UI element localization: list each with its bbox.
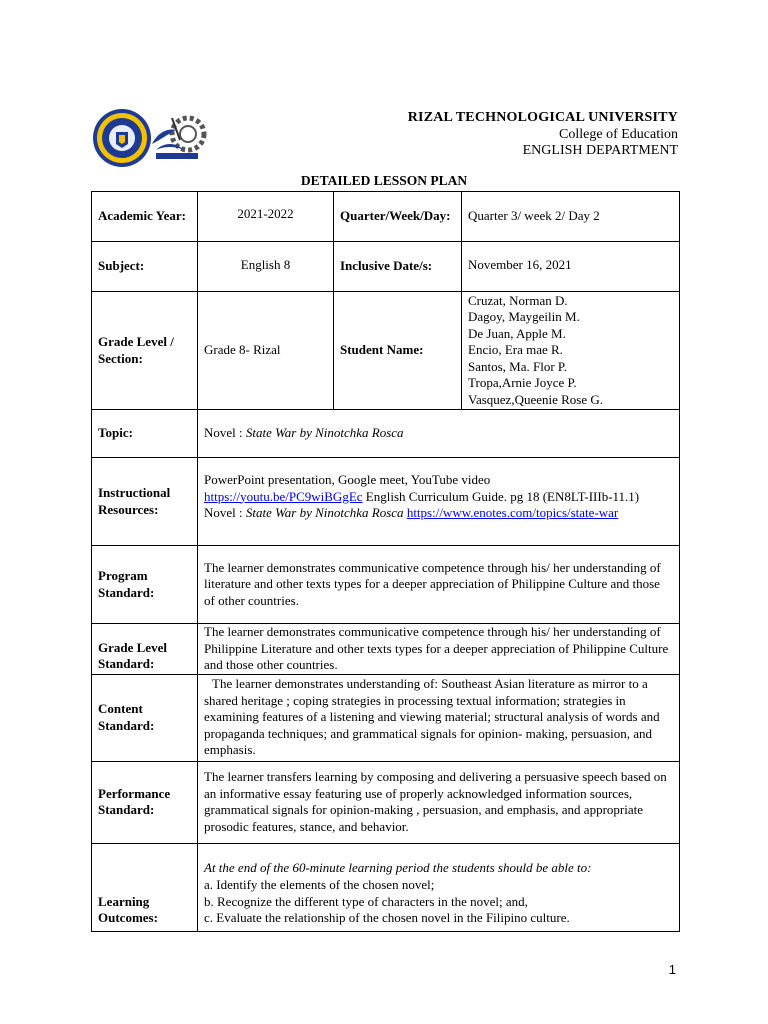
grade-level-standard-row xyxy=(92,624,680,675)
instructional-resources-row xyxy=(92,458,680,546)
grade-level-standard-text: The learner demonstrates communicative competence through his/ her understanding of Philippine Literature and other texts types for a deeper appreciation of Philippine Culture and those other countries. xyxy=(198,624,680,675)
curriculum-guide-text: English Curriculum Guide. pg 18 (EN8LT-IIIb-11.1) xyxy=(362,488,640,504)
student-name: Cruzat, Norman D. xyxy=(468,292,568,308)
grade-level-standard-label: Grade Level Standard: xyxy=(92,624,198,675)
outcome-item: b. Recognize the different type of characters in the novel; and, xyxy=(204,893,528,909)
content-standard-row xyxy=(92,674,680,761)
student-name: Encio, Era mae R. xyxy=(468,342,563,358)
grade-section-label: Grade Level / Section: xyxy=(92,292,198,410)
youtube-link[interactable]: https://youtu.be/PC9wiBGgEc xyxy=(204,488,363,504)
academic-year-label: Academic Year: xyxy=(92,192,198,242)
instructional-resources-value xyxy=(198,458,680,546)
quarter-week-day-label: Quarter/Week/Day: xyxy=(334,192,462,242)
program-standard-text: The learner demonstrates communicative competence through his/ her understanding of literature and other texts types for a deeper appreciation of Philippine Culture and those of other countries. xyxy=(198,546,680,624)
instructional-resources-label: Instructional Resources: xyxy=(92,458,198,546)
outcomes-intro: At the end of the 60-minute learning period the students should be able to: xyxy=(204,859,592,875)
outcome-item: c. Evaluate the relationship of the chosen novel in the Filipino culture. xyxy=(204,910,570,925)
outcome-item: a. Identify the elements of the chosen novel; xyxy=(204,877,435,892)
quarter-week-day-value: Quarter 3/ week 2/ Day 2 xyxy=(462,192,680,242)
enotes-link[interactable]: https://www.enotes.com/topics/state-war xyxy=(406,505,619,520)
department-logo-icon xyxy=(142,104,212,174)
learning-outcomes-label: Learning Outcomes: xyxy=(92,843,198,931)
topic-title: State War by Ninotchka Rosca xyxy=(245,425,404,441)
program-standard-row xyxy=(92,546,680,624)
content-standard-text: The learner demonstrates understanding of: Southeast Asian literature as mirror to a shared heritage ; coping strategies in processing textual information; strategies in examining features of a listening and viewing material; structural analysis of words and propaganda techniques; and grammatical signals for opinion- making, persuasion, and emphasis. xyxy=(198,674,680,761)
student-name: Tropa,Arnie Joyce P. xyxy=(468,375,577,391)
student-name: Dagoy, Maygeilin M. xyxy=(468,309,580,325)
learning-outcomes-content xyxy=(198,843,680,931)
student-name: Santos, Ma. Flor P. xyxy=(468,358,567,374)
department-name: ENGLISH DEPARTMENT xyxy=(522,143,678,158)
performance-standard-label: Performance Standard: xyxy=(92,761,198,843)
academic-year-value: 2021-2022 xyxy=(198,192,334,242)
topic-value xyxy=(198,410,680,458)
inclusive-dates-label: Inclusive Date/s: xyxy=(334,242,462,292)
university-header xyxy=(408,108,678,159)
student-name: De Juan, Apple M. xyxy=(468,325,566,341)
resources-line-2 xyxy=(204,489,673,506)
college-name: College of Education xyxy=(559,127,678,142)
inclusive-dates-value: November 16, 2021 xyxy=(462,242,680,292)
performance-standard-text: The learner transfers learning by composing and delivering a persuasive speech based on an informative essay featuring use of properly acknowledged information sources, grammatical signals for opinion-making , persuasion, and emphasis, and appropriate prosodic features, stance, and behavior. xyxy=(198,761,680,843)
learning-outcomes-row xyxy=(92,843,680,931)
subject-value: English 8 xyxy=(198,242,334,292)
student-name: Vasquez,Queenie Rose G. xyxy=(468,391,604,407)
academic-year-row xyxy=(92,192,680,242)
novel-prefix: Novel : xyxy=(204,505,246,520)
university-name: RIZAL TECHNOLOGICAL UNIVERSITY xyxy=(407,110,678,125)
subject-row xyxy=(92,242,680,292)
resources-line-3 xyxy=(204,505,673,522)
subject-label: Subject: xyxy=(92,242,198,292)
grade-section-row xyxy=(92,292,680,410)
novel-title: State War by Ninotchka Rosca xyxy=(245,505,404,520)
performance-standard-row xyxy=(92,761,680,843)
page-number: 1 xyxy=(668,962,676,977)
resources-line-1: PowerPoint presentation, Google meet, YouTube video xyxy=(204,472,491,487)
program-standard-label: Program Standard: xyxy=(92,546,198,624)
content-standard-label: Content Standard: xyxy=(92,674,198,761)
document-title: DETAILED LESSON PLAN xyxy=(300,173,468,188)
university-logos xyxy=(92,104,212,174)
student-name-label: Student Name: xyxy=(334,292,462,410)
topic-label: Topic: xyxy=(92,410,198,458)
grade-section-value: Grade 8- Rizal xyxy=(198,292,334,410)
lesson-plan-table xyxy=(91,191,680,932)
student-names xyxy=(462,292,680,410)
topic-row xyxy=(92,410,680,458)
topic-prefix: Novel : xyxy=(204,425,246,441)
